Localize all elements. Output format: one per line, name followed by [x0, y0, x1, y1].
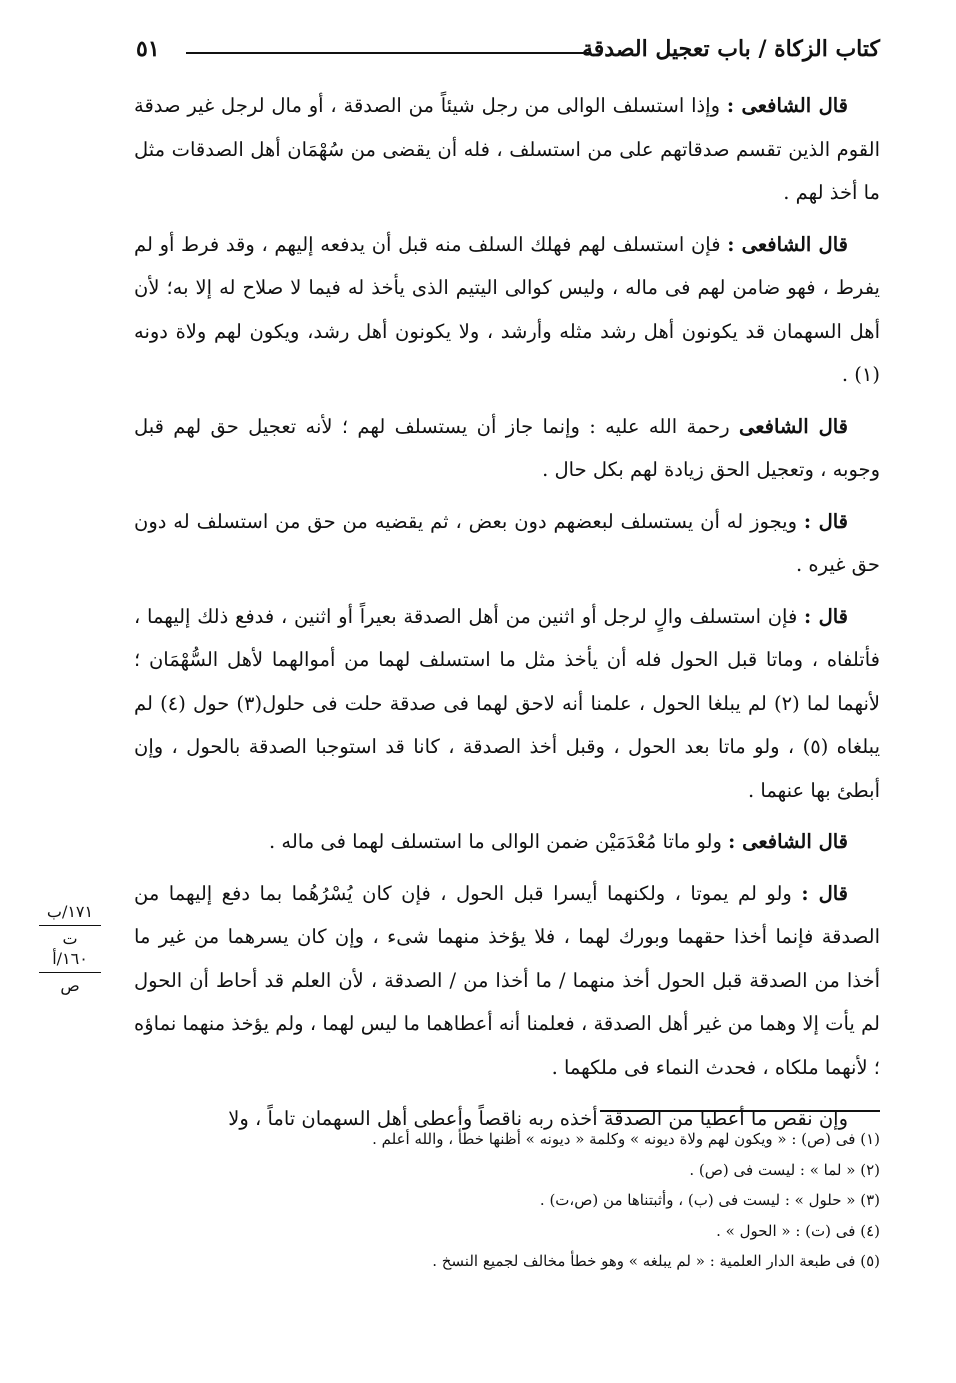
paragraph-text: فإن استسلف والٍ لرجل أو اثنين من أهل الصدقة بعيراً أو اثنين ، فدفع ذلك إليهما ، فأتلفاه ، وماتا قبل الحول فله أن يأخذ مثل ما استسلف لهما من أموالهما لأهل السُّهْمَان ؛ لأنهما لما (٢) لم يبلغا الحول ، علمنا أنه لاحق لهما فى صدقة حلت فى حلول(٣) حول (٤) لم يبلغاه (٥) ، ولو ماتا بعد الحول ، وقبل أخذ الصدقة ، كانا قد استوجبا الصدقة بالحول ، وإن أبطئ بها عنهما . [134, 604, 880, 802]
footnote-separator [600, 1110, 880, 1112]
page-number: ٥١ [136, 36, 160, 62]
paragraph-text: ولو لم يموتا ، ولكنهما أيسرا قبل الحول ، فإن كان يُسْرُهُما بما دفع إليهما من الصدقة فإنما أخذا حقهما وبورك لهما ، فلا يؤخذ منهما شىء ، وإن كان يسرهما من غير ما أخذا من الصدقة قبل الحول أخذ منهما / ما أخذا من / الصدقة ، لأن العلم قد أحاط أن الحول لم يأت إلا وهما من غير أهل الصدقة ، فعلمنا أنه أعطاهما ما ليس لهما ، ولم يؤخذ منهما نماؤه ؛ لأنهما ملكاه ، فحدث النماء فى ملكهما . [134, 881, 880, 1079]
running-title: كتاب الزكاة / باب تعجيل الصدقة [581, 36, 880, 62]
folio-ref-s-label: ص [60, 976, 80, 995]
page-header [136, 30, 880, 74]
folio-rule [39, 925, 101, 926]
speaker-label: قال الشافعى : [728, 830, 848, 853]
speaker-label: قال الشافعى [738, 414, 849, 438]
folio-ref-t-label: ت [62, 929, 78, 948]
header-rule [186, 52, 590, 54]
paragraph [134, 595, 880, 813]
footnote: (٥) فى طبعة الدار العلمية : « لم يبلغه » وهو خطأ مخالف لجميع النسخ . [432, 1252, 880, 1270]
footnote: (١) فى (ص) : « ويكون لهم ولاة ديونه » وكلمة « ديونه » أظنها خطأ ، والله أعلم . [372, 1130, 880, 1148]
folio-ref-s: ١٦٠/أ [52, 949, 88, 968]
folio-ref-b: ١٧١/ب [46, 902, 94, 921]
paragraph [134, 820, 880, 864]
paragraph [134, 405, 880, 492]
body-text [134, 84, 880, 1149]
paragraph-text: ويجوز له أن يستسلف لبعضهم دون بعض ، ثم يقضيه من حق من استسلف له دون حق غيره . [134, 509, 880, 576]
paragraph-text: وإن نقص ما أعطيا من الصدقة أخذه ربه ناقصاً وأعطى أهل السهمان تاماً ، ولا [228, 1107, 848, 1130]
footnote: (٢) « لما » : ليست فى (ص) . [689, 1160, 880, 1179]
paragraph-text: رحمة الله عليه : وإنما جاز أن يستسلف لهم ؛ لأنه تعجيل حق لهم قبل وجوبه ، وتعجيل الحق زيادة لهم بكل حال . [134, 414, 880, 481]
paragraph [134, 500, 880, 587]
paragraph [134, 223, 880, 397]
paragraph-text: وإذا استسلف الوالى من رجل شيئاً من الصدقة ، أو مال لرجل غير صدقة القوم الذين تقسم صدقاتهم على من استسلف ، فله أن يقضى من سُهْمَان أهل الصدقات مثل ما أخذ لهم . [134, 94, 880, 204]
speaker-label: قال : [804, 604, 848, 628]
paragraph-text: فإن استسلف لهم فهلك السلف منه قبل أن يدفعه إليهم ، وقد فرط أو لم يفرط ، فهو ضامن لهم فى ماله ، وليس كوالى اليتيم الذى يأخذ له فيما لا صلاح له إلا به؛ لأن أهل السهمان قد يكونون أهل رشد مثله وأرشد ، ولا يكونون أهل رشد، ويكون لهم ولاة دونه (١) . [134, 232, 880, 386]
footnotes [134, 1124, 880, 1277]
speaker-label: قال : [803, 509, 848, 533]
speaker-label: قال : [801, 881, 848, 905]
paragraph [134, 872, 880, 1090]
speaker-label: قال الشافعى : [726, 94, 848, 117]
paragraph-text: ولو ماتا مُعْدَمَيْن ضمن الوالى ما استسلف لهما فى ماله . [268, 830, 729, 853]
footnote: (٤) فى (ت) : « الحول » . [716, 1221, 880, 1240]
footnote: (٣) « حلول » : ليست فى (ب) ، وأثبتناها من (ص،ت) . [539, 1191, 880, 1209]
speaker-label: قال الشافعى : [727, 232, 848, 256]
paragraph [134, 84, 880, 215]
manuscript-folio-note [30, 902, 110, 996]
folio-rule [39, 972, 101, 973]
